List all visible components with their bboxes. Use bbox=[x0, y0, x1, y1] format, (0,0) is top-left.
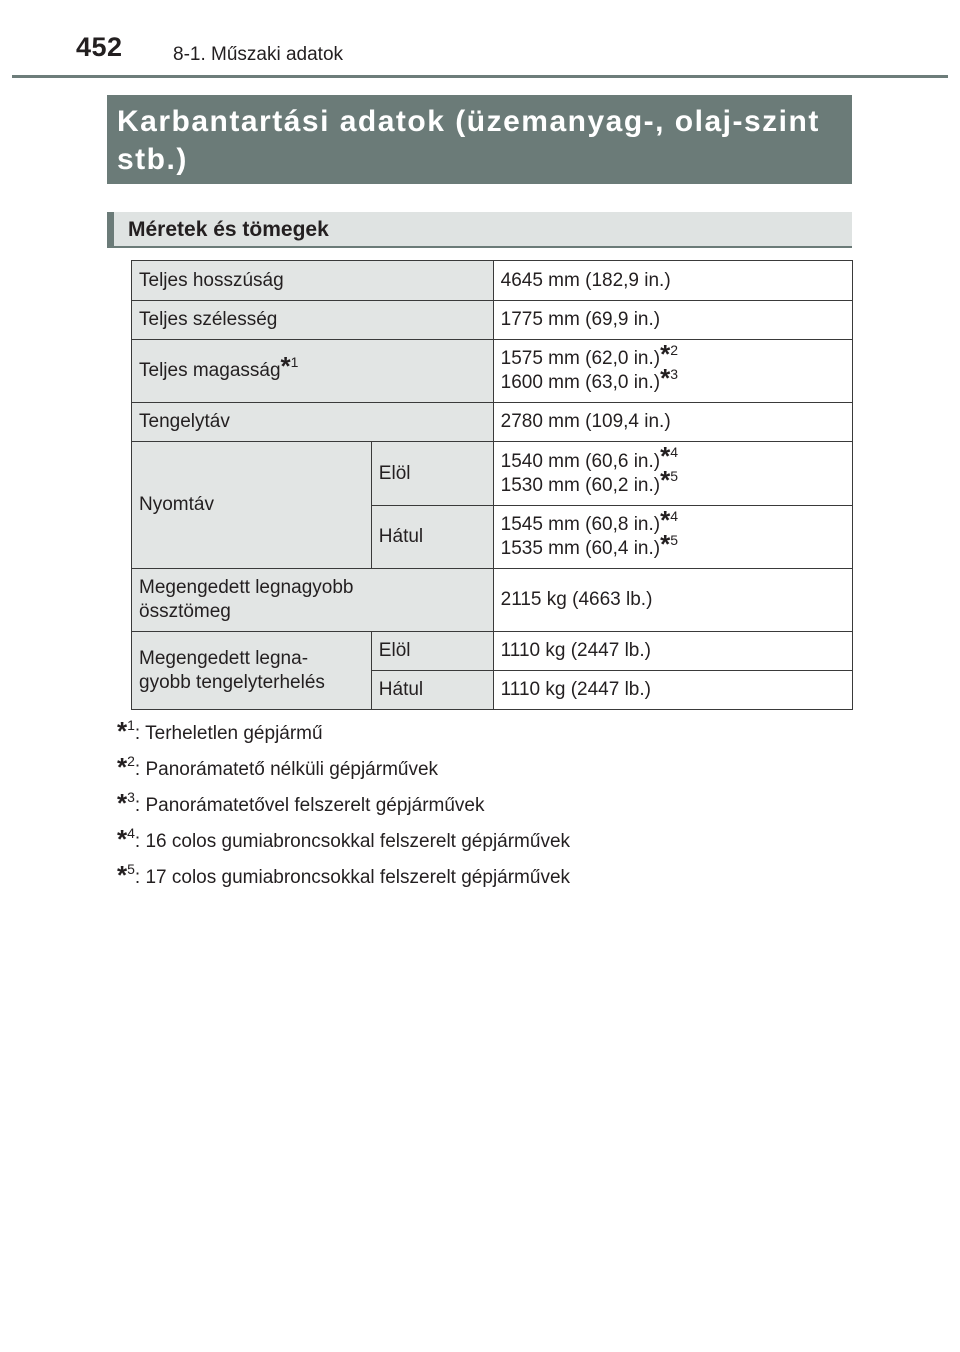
height-value-2: 1600 mm (63,0 in.) bbox=[500, 372, 661, 393]
footnote: *$^2$: Panorámatető nélküli gépjárművek bbox=[117, 751, 439, 782]
footnote-number: 3 bbox=[127, 788, 135, 805]
axle-rear-label: Hátul bbox=[371, 671, 493, 710]
header-divider bbox=[12, 75, 948, 78]
section-title: Karbantartási adatok (üzemanyag-, olaj-szint stb.) bbox=[117, 105, 820, 176]
overall-height-value-cell: 1575 mm (62,0 in.)*$^2$ 1600 mm (63,0 in.)*$^3$ bbox=[493, 340, 852, 403]
height-value-1: 1575 mm (62,0 in.) bbox=[500, 348, 661, 369]
track-rear-value-2: 1535 mm (60,4 in.) bbox=[500, 538, 661, 559]
footnotes bbox=[117, 716, 857, 896]
overall-width-label: Teljes szélesség bbox=[132, 301, 494, 340]
page-number: 452 bbox=[76, 32, 123, 62]
overall-height-label-cell: Teljes magasság*$^1$ bbox=[132, 340, 494, 403]
subsection-divider bbox=[107, 246, 852, 248]
footnote-text: : Panorámatető nélküli gépjárművek bbox=[134, 759, 439, 780]
table-row bbox=[132, 632, 853, 671]
track-rear-value-cell: 1545 mm (60,8 in.)*$^4$ 1535 mm (60,4 in.)*$^5$ bbox=[493, 506, 852, 569]
axle-front-value: 1110 kg (2447 lb.) bbox=[493, 632, 852, 671]
footnote-ref: 3 bbox=[670, 365, 679, 382]
subsection-heading bbox=[107, 212, 852, 246]
footnote: *$^1$: Terheletlen gépjármű bbox=[117, 715, 323, 746]
table-row bbox=[132, 442, 853, 506]
overall-height-label: Teljes magasság bbox=[139, 360, 281, 381]
axle-load-label: Megengedett legna-gyobb tengelyterhelés bbox=[132, 632, 372, 710]
table-row bbox=[132, 403, 853, 442]
footnote: *$^3$: Panorámatetővel felszerelt gépjárművek bbox=[117, 787, 485, 818]
footnote-number: 4 bbox=[127, 824, 135, 841]
dimensions-weights-table bbox=[131, 260, 853, 710]
axle-front-label: Elöl bbox=[371, 632, 493, 671]
page-header bbox=[0, 0, 960, 80]
footnote-text: : 17 colos gumiabroncsokkal felszerelt gépjárművek bbox=[134, 867, 571, 888]
section-reference: 8-1. Műszaki adatok bbox=[173, 44, 344, 65]
footnote-text: : Panorámatetővel felszerelt gépjárművek bbox=[134, 795, 485, 816]
table-row bbox=[132, 569, 853, 632]
footnote-ref: 2 bbox=[670, 341, 679, 358]
subsection-title: Méretek és tömegek bbox=[128, 218, 329, 241]
footnote-ref: 4 bbox=[670, 507, 679, 524]
wheelbase-label: Tengelytáv bbox=[132, 403, 494, 442]
track-front-value-cell: 1540 mm (60,6 in.)*$^4$ 1530 mm (60,2 in.)*$^5$ bbox=[493, 442, 852, 506]
table-row bbox=[132, 340, 853, 403]
gross-weight-label: Megengedett legnagyobb össztömeg bbox=[132, 569, 494, 632]
wheelbase-value: 2780 mm (109,4 in.) bbox=[493, 403, 852, 442]
footnote-ref: 1 bbox=[290, 353, 299, 370]
track-front-value-2: 1530 mm (60,2 in.) bbox=[500, 474, 661, 496]
axle-rear-value: 1110 kg (2447 lb.) bbox=[493, 671, 852, 710]
table-row bbox=[132, 261, 853, 301]
track-rear-label: Hátul bbox=[371, 506, 493, 569]
footnote-ref: 4 bbox=[670, 444, 679, 461]
track-front-label: Elöl bbox=[371, 442, 493, 506]
section-title-band bbox=[107, 95, 852, 184]
footnote-ref: 5 bbox=[670, 531, 679, 548]
overall-length-value: 4645 mm (182,9 in.) bbox=[493, 261, 852, 301]
track-rear-value-1: 1545 mm (60,8 in.) bbox=[500, 514, 661, 535]
gross-weight-value: 2115 kg (4663 lb.) bbox=[493, 569, 852, 632]
footnote-number: 5 bbox=[127, 860, 135, 877]
table-row bbox=[132, 301, 853, 340]
footnote-ref: 5 bbox=[670, 468, 679, 485]
footnote-number: 1 bbox=[127, 716, 135, 733]
overall-width-value: 1775 mm (69,9 in.) bbox=[493, 301, 852, 340]
overall-length-label: Teljes hosszúság bbox=[132, 261, 494, 301]
track-front-value-1: 1540 mm (60,6 in.) bbox=[500, 450, 661, 472]
footnote: *$^4$: 16 colos gumiabroncsokkal felszerelt gépjárművek bbox=[117, 823, 571, 854]
footnote: *$^5$: 17 colos gumiabroncsokkal felszerelt gépjárművek bbox=[117, 859, 571, 890]
footnote-text: : 16 colos gumiabroncsokkal felszerelt gépjárművek bbox=[134, 831, 571, 852]
footnote-text: : Terheletlen gépjármű bbox=[134, 723, 323, 744]
track-label: Nyomtáv bbox=[132, 442, 372, 569]
footnote-number: 2 bbox=[127, 752, 135, 769]
